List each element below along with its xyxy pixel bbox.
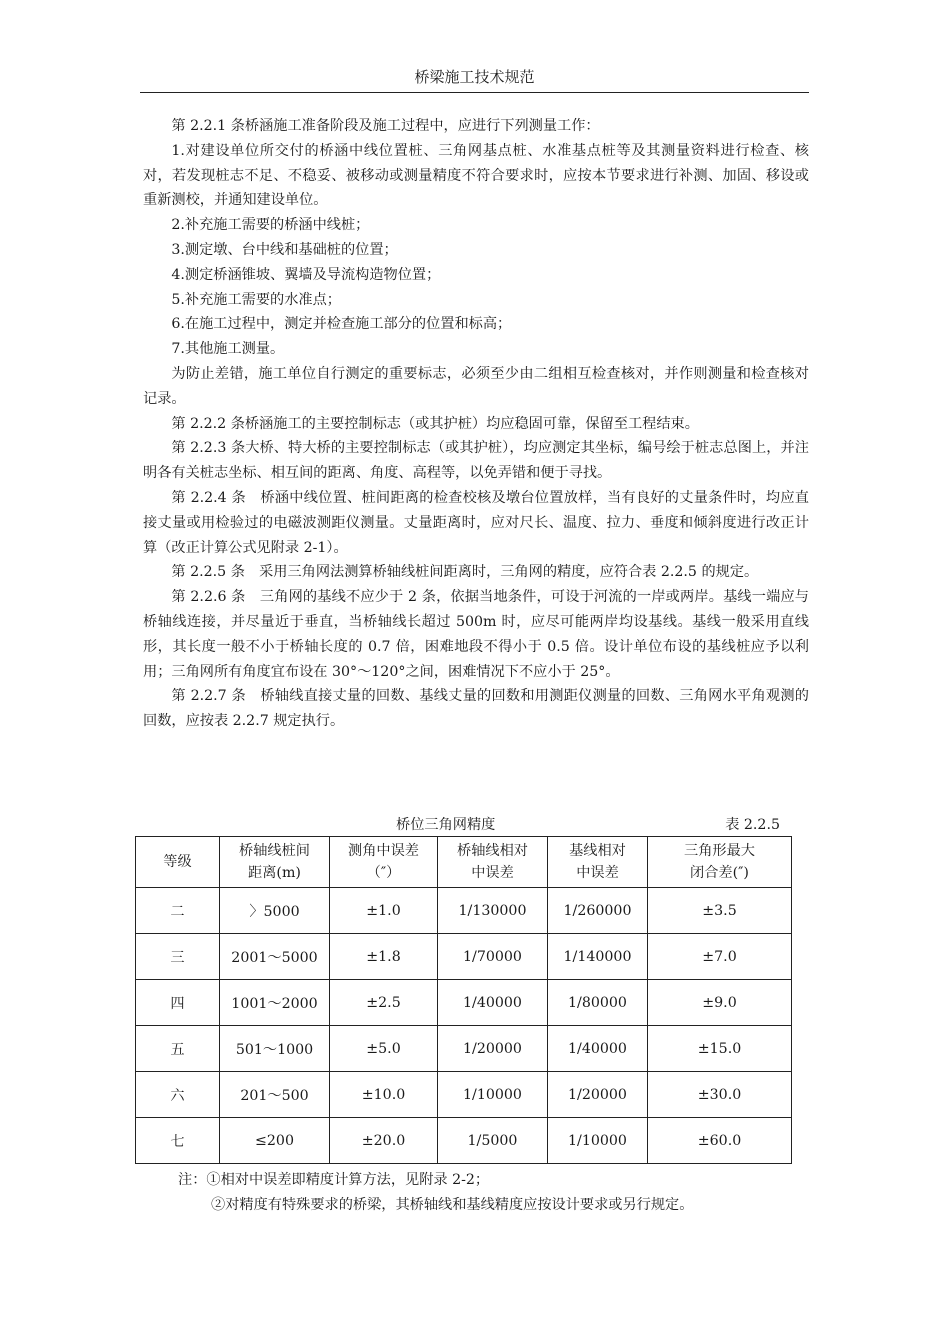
table-cell: ±10.0 <box>330 1072 438 1118</box>
table-cell: 1/130000 <box>438 888 548 934</box>
note-2: ②对精度有特殊要求的桥梁，其桥轴线和基线精度应按设计要求或另行规定。 <box>211 1197 694 1213</box>
table-cell: 1001～2000 <box>220 980 330 1026</box>
table-cell: 1/10000 <box>548 1118 648 1164</box>
table-title: 桥位三角网精度 <box>396 817 496 833</box>
header-cell: 基线相对 中误差 <box>548 837 648 888</box>
table-cell: ±15.0 <box>648 1026 792 1072</box>
table-cell: 七 <box>136 1118 220 1164</box>
table-cell: ±5.0 <box>330 1026 438 1072</box>
table-cell: 五 <box>136 1026 220 1072</box>
table-cell: 1/260000 <box>548 888 648 934</box>
table-cell: ±30.0 <box>648 1072 792 1118</box>
table-cell: ±60.0 <box>648 1118 792 1164</box>
table-number: 表 2.2.5 <box>725 817 780 833</box>
header-cell: 测角中误差 （″） <box>330 837 438 888</box>
table-cell: ±1.8 <box>330 934 438 980</box>
paragraph: 第 2.2.4 条 桥涵中线位置、桩间距离的检查校核及墩台位置放样，当有良好的丈量条件时，均应直接丈量或用检验过的电磁波测距仪测量。丈量距离时，应对尺长、温度、拉力、垂度和倾斜度进行改正计算（改正计算公式见附录 2-1）。 <box>143 489 809 556</box>
header-cell: 桥轴线桩间 距离(m) <box>220 837 330 888</box>
table-cell: 1/10000 <box>438 1072 548 1118</box>
table-cell: ±9.0 <box>648 980 792 1026</box>
table-cell: 1/70000 <box>438 934 548 980</box>
table-cell: 〉5000 <box>220 888 330 934</box>
paragraph: 为防止差错，施工单位自行测定的重要标志，必须至少由二组相互检查核对，并作则测量和检查核对记录。 <box>143 365 809 407</box>
page-header <box>140 62 809 93</box>
table-cell: 1/20000 <box>438 1026 548 1072</box>
table-cell: 501～1000 <box>220 1026 330 1072</box>
table-cell: ±2.5 <box>330 980 438 1026</box>
table-row <box>136 888 792 934</box>
table-row <box>136 1072 792 1118</box>
table-cell: 1/140000 <box>548 934 648 980</box>
paragraph: 4.测定桥涵锥坡、翼墙及导流构造物位置； <box>171 266 441 283</box>
paragraph: 2.补充施工需要的桥涵中线桩； <box>171 217 370 234</box>
table-cell: ±3.5 <box>648 888 792 934</box>
table-cell: 四 <box>136 980 220 1026</box>
table-cell: 201～500 <box>220 1072 330 1118</box>
table-cell: 2001～5000 <box>220 934 330 980</box>
table-caption <box>140 815 780 835</box>
paragraph: 第 2.2.7 条 桥轴线直接丈量的回数、基线丈量的回数和用测距仪测量的回数、三角网水平角观测的回数，应按表 2.2.7 规定执行。 <box>143 688 809 730</box>
table-cell: ±1.0 <box>330 888 438 934</box>
table-cell: 1/40000 <box>438 980 548 1026</box>
table-cell: ±20.0 <box>330 1118 438 1164</box>
note-1: 注：①相对中误差即精度计算方法，见附录 2-2； <box>178 1172 490 1188</box>
table-cell: 1/5000 <box>438 1118 548 1164</box>
header-title: 桥梁施工技术规范 <box>414 68 535 86</box>
table-cell: 1/80000 <box>548 980 648 1026</box>
paragraph: 6.在施工过程中，测定并检查施工部分的位置和标高； <box>171 316 512 333</box>
table-header-row <box>136 837 792 888</box>
table-row <box>136 1118 792 1164</box>
paragraph: 5.补充施工需要的水准点； <box>171 291 341 308</box>
paragraph: 第 2.2.6 条 三角网的基线不应少于 2 条，依据当地条件，可设于河流的一岸或两岸。基线一端应与桥轴线连接，并尽量近于垂直，当桥轴线长超过 500m 时，应尽可能两岸均设基线。基线一般采用直线形，其长度一般不小于桥轴长度的 0.7 倍，困难地段不得小于 0.5 倍。设计单位布设的基线桩应予以利用；三角网所有角度宜布设在 30°～120°之间，困难情况下不应小于 25°。 <box>143 589 809 680</box>
table-row <box>136 1026 792 1072</box>
table-cell: 1/40000 <box>548 1026 648 1072</box>
precision-table <box>135 836 792 1164</box>
paragraph: 3.测定墩、台中线和基础桩的位置； <box>171 241 398 258</box>
table-cell: 1/20000 <box>548 1072 648 1118</box>
table-notes <box>178 1168 809 1218</box>
paragraph: 第 2.2.5 条 采用三角网法测算桥轴线桩间距离时，三角网的精度，应符合表 2.2.5 的规定。 <box>171 564 759 581</box>
table-cell: 六 <box>136 1072 220 1118</box>
table-cell: 二 <box>136 888 220 934</box>
header-cell: 三角形最大 闭合差(″) <box>648 837 792 888</box>
table-cell: 三 <box>136 934 220 980</box>
header-cell: 等级 <box>136 837 220 888</box>
table-row <box>136 934 792 980</box>
paragraph: 1.对建设单位所交付的桥涵中线位置桩、三角网基点桩、水准基点桩等及其测量资料进行检查、核对，若发现桩志不足、不稳妥、被移动或测量精度不符合要求时，应按本节要求进行补测、加固、移设或重新测校，并通知建设单位。 <box>143 142 809 209</box>
header-cell: 桥轴线相对 中误差 <box>438 837 548 888</box>
paragraph: 7.其他施工测量。 <box>171 341 285 358</box>
paragraph: 第 2.2.2 条桥涵施工的主要控制标志（或其护桩）均应稳固可靠，保留至工程结束。 <box>171 415 699 432</box>
body-text <box>143 114 809 734</box>
table-cell: ≤200 <box>220 1118 330 1164</box>
table-cell: ±7.0 <box>648 934 792 980</box>
paragraph: 第 2.2.3 条大桥、特大桥的主要控制标志（或其护桩），均应测定其坐标，编号绘于桩志总图上，并注明各有关桩志坐标、相互间的距离、角度、高程等，以免弄错和便于寻找。 <box>143 440 809 482</box>
paragraph: 第 2.2.1 条桥涵施工准备阶段及施工过程中，应进行下列测量工作： <box>171 118 600 134</box>
table-row <box>136 980 792 1026</box>
